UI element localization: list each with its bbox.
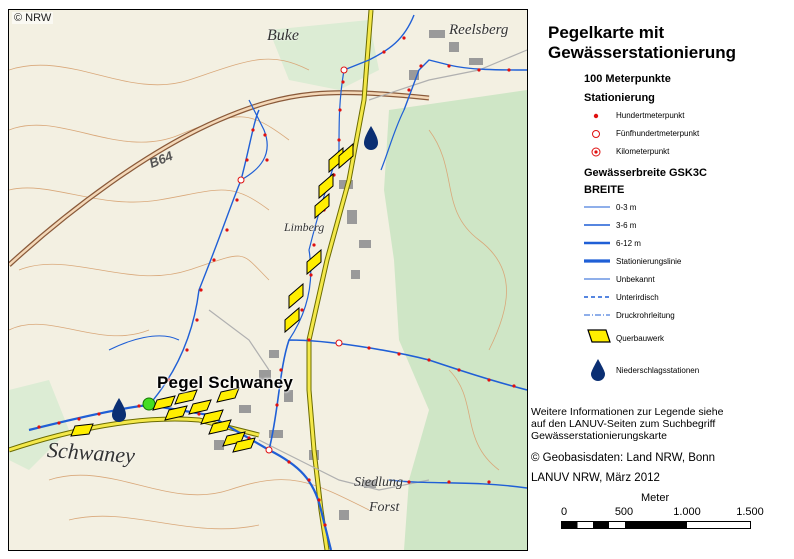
legend-meterpunkte-heading: 100 Meterpunkte xyxy=(584,73,671,85)
legend-hundertmeterpunkt: Hundertmeterpunkt xyxy=(616,111,685,120)
raindrop-icon xyxy=(590,358,606,382)
legend-kilometerpunkt: Kilometerpunkt xyxy=(616,147,670,156)
scale-tick-500: 500 xyxy=(614,506,634,518)
legend-width-3-6: 3-6 m xyxy=(616,221,637,230)
place-siedlung: Siedlung xyxy=(354,475,403,490)
legend-width-6-12: 6-12 m xyxy=(616,239,641,248)
legend-breite-heading: BREITE xyxy=(584,184,625,196)
topographic-map xyxy=(9,10,527,550)
legend-unterirdisch: Unterirdisch xyxy=(616,293,659,302)
legend-stationierungslinie: Stationierungslinie xyxy=(616,257,682,266)
fivehundredmeter-point-icon xyxy=(593,131,600,138)
legend-unbekannt: Unbekannt xyxy=(616,275,655,284)
lanuv-credit: LANUV NRW, März 2012 xyxy=(531,472,660,484)
legend-gewaesserbreite-heading: Gewässerbreite GSK3C xyxy=(584,167,707,179)
place-forst: Forst xyxy=(369,500,400,515)
legend-title: Pegelkarte mit Gewässerstationierung xyxy=(548,23,737,62)
pegel-schwaney-label: Pegel Schwaney xyxy=(157,373,294,392)
map-view[interactable] xyxy=(8,9,528,551)
highway-label: B64 xyxy=(147,148,175,171)
scale-tick-1000: 1.000 xyxy=(673,506,701,518)
info-line-3: Gewässerstationierungskarte xyxy=(531,430,667,442)
querbauwerk-icon xyxy=(586,326,612,346)
legend-druckrohrleitung: Druckrohrleitung xyxy=(616,311,675,320)
legend-querbauwerk: Querbauwerk xyxy=(616,334,665,343)
place-buke: Buke xyxy=(267,27,299,44)
scale-bar xyxy=(561,521,753,531)
scale-tick-1500: 1.500 xyxy=(736,506,764,518)
legend-fuenfhundertmeterpunkt: Fünfhundertmeterpunkt xyxy=(616,129,700,138)
legend-niederschlagsstationen: Niederschlagsstationen xyxy=(616,366,700,375)
legend-width-symbols xyxy=(584,200,612,320)
legend-point-symbols xyxy=(586,110,606,160)
legend-stationierung-heading: Stationierung xyxy=(584,92,655,104)
info-line-2: auf den LANUV-Seiten zum Suchbegriff xyxy=(531,418,716,430)
place-reelsberg: Reelsberg xyxy=(449,22,509,38)
place-limberg: Limberg xyxy=(284,220,325,234)
scale-tick-0: 0 xyxy=(560,506,568,518)
legend-width-0-3: 0-3 m xyxy=(616,203,637,212)
place-schwaney: Schwaney xyxy=(46,436,136,469)
map-copyright: © NRW xyxy=(14,12,52,24)
scale-unit: Meter xyxy=(641,492,670,504)
info-line-1: Weitere Informationen zur Legende siehe xyxy=(531,406,724,418)
geobasis-credit: © Geobasisdaten: Land NRW, Bonn xyxy=(531,452,716,464)
hundredmeter-point-icon xyxy=(594,114,598,118)
